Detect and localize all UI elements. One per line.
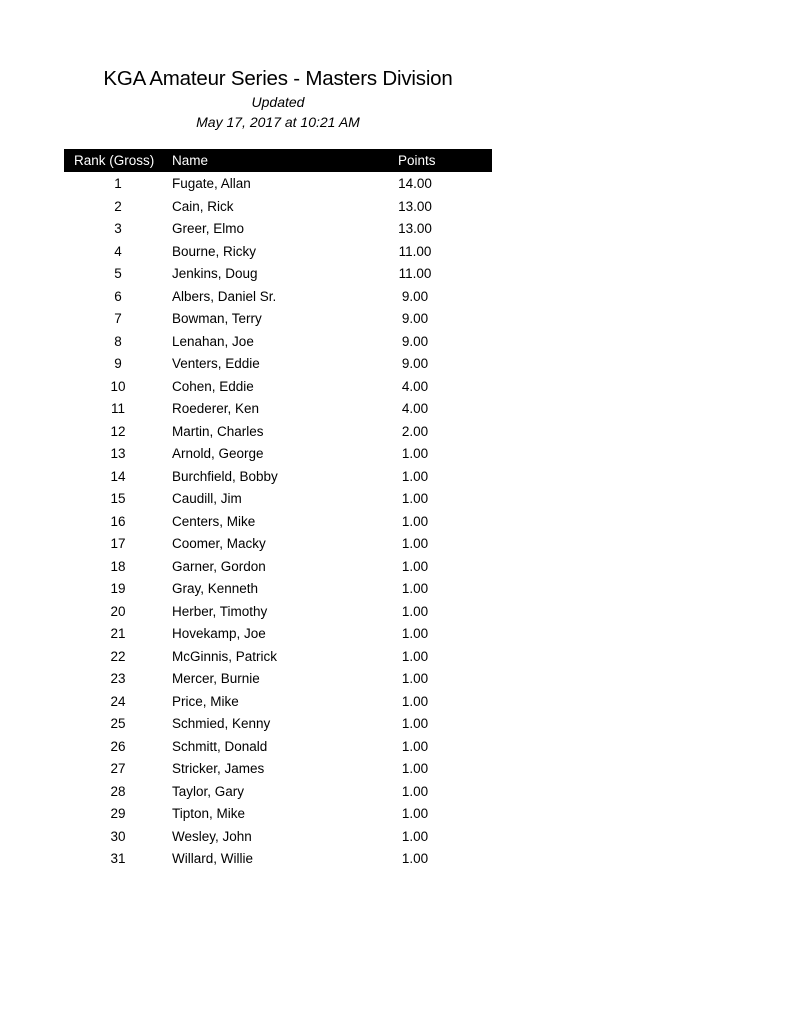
name-cell: Caudill, Jim [172, 491, 242, 506]
points-cell: 9.00 [401, 311, 429, 326]
table-row [64, 781, 492, 804]
rank-cell: 16 [110, 513, 126, 529]
points-cell: 2.00 [401, 423, 429, 439]
rank-cell: 20 [110, 603, 126, 619]
table-row [64, 511, 492, 534]
updated-label: Updated [251, 94, 305, 110]
points-cell: 4.00 [401, 401, 429, 416]
name-cell: Centers, Mike [172, 513, 256, 529]
points-cell: 1.00 [401, 806, 429, 821]
rank-cell: 17 [110, 536, 126, 551]
rank-cell: 21 [110, 626, 126, 641]
table-row [64, 263, 492, 286]
column-header-name: Name [172, 153, 209, 168]
rank-cell: 14 [110, 468, 126, 484]
points-cell: 1.00 [401, 761, 429, 776]
table-row [64, 758, 492, 781]
table-header [64, 149, 492, 172]
name-cell: Schmied, Kenny [172, 716, 271, 731]
points-cell: 1.00 [401, 851, 429, 866]
rank-cell: 23 [110, 671, 126, 686]
rank-cell: 5 [114, 266, 122, 281]
points-cell: 13.00 [398, 198, 432, 214]
points-cell: 1.00 [401, 693, 429, 709]
points-cell: 1.00 [401, 648, 429, 664]
name-cell: McGinnis, Patrick [172, 648, 278, 664]
name-cell: Price, Mike [172, 693, 239, 709]
table-row [64, 241, 492, 264]
points-cell: 1.00 [401, 446, 429, 461]
name-cell: Roederer, Ken [172, 401, 260, 416]
rank-cell: 7 [114, 311, 122, 326]
points-cell: 1.00 [401, 671, 429, 686]
rank-cell: 10 [110, 378, 126, 394]
name-cell: Tipton, Mike [172, 806, 246, 821]
points-cell: 11.00 [398, 243, 432, 259]
name-cell: Gray, Kenneth [172, 581, 259, 596]
table-row [64, 668, 492, 691]
table-row [64, 308, 492, 331]
table-row [64, 398, 492, 421]
table-row [64, 353, 492, 376]
rank-cell: 2 [114, 198, 122, 214]
rank-cell: 22 [110, 648, 126, 664]
rank-cell: 27 [110, 761, 126, 776]
rank-cell: 29 [110, 806, 126, 821]
name-cell: Herber, Timothy [172, 603, 268, 619]
table-row [64, 421, 492, 444]
points-cell: 1.00 [401, 513, 429, 529]
name-cell: Hovekamp, Joe [172, 626, 266, 641]
table-row [64, 286, 492, 309]
name-cell: Arnold, George [172, 446, 264, 461]
points-cell: 1.00 [401, 536, 429, 551]
name-cell: Burchfield, Bobby [172, 468, 278, 484]
rank-cell: 26 [110, 738, 126, 754]
table-row [64, 331, 492, 354]
rank-cell: 12 [110, 423, 126, 439]
name-cell: Albers, Daniel Sr. [172, 288, 277, 304]
points-cell: 1.00 [401, 828, 429, 844]
rank-cell: 19 [110, 581, 126, 596]
name-cell: Schmitt, Donald [172, 738, 268, 754]
table-row [64, 601, 492, 624]
points-cell: 14.00 [398, 176, 432, 191]
table-row [64, 848, 492, 871]
name-cell: Wesley, John [172, 828, 252, 844]
table-row [64, 376, 492, 399]
rank-cell: 11 [110, 401, 125, 416]
rank-cell: 31 [110, 851, 126, 866]
table-row [64, 623, 492, 646]
table-row [64, 803, 492, 826]
name-cell: Mercer, Burnie [172, 671, 260, 686]
name-cell: Jenkins, Doug [172, 266, 258, 281]
table-row [64, 578, 492, 601]
name-cell: Bowman, Terry [172, 311, 262, 326]
rank-cell: 6 [114, 288, 122, 304]
name-cell: Martin, Charles [172, 423, 264, 439]
column-header-rank: Rank (Gross) [74, 153, 155, 168]
name-cell: Lenahan, Joe [172, 333, 254, 349]
table-row [64, 646, 492, 669]
table-row [64, 218, 492, 241]
rank-cell: 4 [114, 243, 122, 259]
points-cell: 1.00 [401, 558, 429, 574]
table-row [64, 826, 492, 849]
name-cell: Cohen, Eddie [172, 378, 254, 394]
table-row [64, 691, 492, 714]
name-cell: Taylor, Gary [172, 783, 245, 799]
table-row [64, 556, 492, 579]
page-title: KGA Amateur Series - Masters Division [103, 67, 453, 90]
points-cell: 4.00 [401, 378, 429, 394]
standings-table-body [64, 173, 492, 871]
points-cell: 11.00 [398, 266, 432, 281]
column-header-points: Points [398, 153, 436, 168]
rank-cell: 25 [110, 716, 126, 731]
name-cell: Venters, Eddie [172, 356, 260, 371]
rank-cell: 28 [110, 783, 126, 799]
name-cell: Cain, Rick [172, 198, 234, 214]
points-cell: 1.00 [401, 491, 429, 506]
points-cell: 9.00 [401, 356, 429, 371]
rank-cell: 24 [110, 693, 126, 709]
rank-cell: 18 [110, 558, 126, 574]
points-cell: 13.00 [398, 221, 432, 236]
points-cell: 9.00 [401, 288, 429, 304]
points-cell: 1.00 [401, 738, 429, 754]
rank-cell: 15 [110, 491, 126, 506]
rank-cell: 30 [110, 828, 126, 844]
name-cell: Bourne, Ricky [172, 243, 257, 259]
name-cell: Greer, Elmo [172, 221, 245, 236]
table-row [64, 173, 492, 196]
name-cell: Stricker, James [172, 761, 265, 776]
points-cell: 9.00 [401, 333, 429, 349]
rank-cell: 1 [114, 176, 122, 191]
name-cell: Fugate, Allan [172, 176, 251, 191]
table-row [64, 196, 492, 219]
name-cell: Coomer, Macky [172, 536, 266, 551]
updated-timestamp: May 17, 2017 at 10:21 AM [196, 114, 360, 130]
name-cell: Willard, Willie [172, 851, 253, 866]
points-cell: 1.00 [401, 468, 429, 484]
table-row [64, 488, 492, 511]
name-cell: Garner, Gordon [172, 558, 266, 574]
table-row [64, 466, 492, 489]
points-cell: 1.00 [401, 581, 429, 596]
points-cell: 1.00 [401, 626, 429, 641]
points-cell: 1.00 [401, 603, 429, 619]
table-row [64, 533, 492, 556]
points-cell: 1.00 [401, 783, 429, 799]
table-row [64, 736, 492, 759]
rank-cell: 13 [110, 446, 126, 461]
table-row [64, 713, 492, 736]
points-cell: 1.00 [401, 716, 429, 731]
rank-cell: 9 [114, 356, 122, 371]
table-row [64, 443, 492, 466]
rank-cell: 8 [114, 333, 122, 349]
rank-cell: 3 [114, 221, 122, 236]
